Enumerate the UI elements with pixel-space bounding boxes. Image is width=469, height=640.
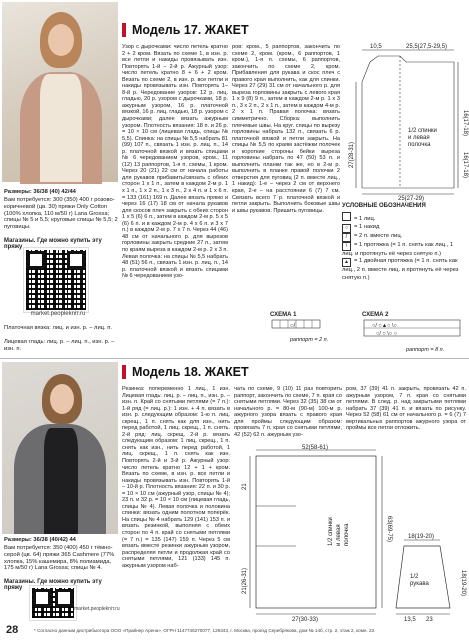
model-17-qr-code[interactable] bbox=[24, 248, 88, 312]
dim-right-h: 63(69-75) bbox=[386, 516, 392, 543]
dim-sleeve-width: 18(19-20) bbox=[408, 534, 435, 540]
section-divider bbox=[0, 358, 469, 359]
model-18-title: Модель 18. ЖАКЕТ bbox=[132, 365, 249, 379]
model-17-materials: Вам потребуется: 300 (350) 400 г розово-коричневой (цв. 30) пряжи Only Cotton (100% хлопка, 110 м/50 г) Lana Grossa; спицы № 5 и 5,5; круговые спицы № 5,5; 2 пуговицы. bbox=[4, 197, 118, 231]
model-18-shops-label: Магазины. Где можно купить эту пряжу bbox=[4, 579, 102, 591]
model-17-sizes: Размеры: 36/38 (40) 42/44 bbox=[4, 189, 76, 195]
dim-left-h: 21 bbox=[242, 483, 248, 490]
dim-top-right: 25,5(27,5-29,5) bbox=[406, 44, 448, 50]
scheme-1-grid bbox=[270, 318, 330, 332]
legend-title: УСЛОВНЫЕ ОБОЗНАЧЕНИЯ bbox=[342, 203, 426, 209]
legend-item-yarnover: ○ = 1 накид bbox=[342, 224, 466, 233]
dim-sleeve-height: 18(19-20) bbox=[460, 570, 466, 597]
model-17-text-col1: Узор с дырочками: число петель кратно 2 + 2 кром. Вязать по схеме 1, в изн. р. все петли и накиды провязывать изн. Повторять 1-й – 2-й р. Ажурный узор: число петель кратно 8 + 6 + 2 кром. Вязать по схеме 2, в изн. р. все петли и накиды провязывать изн. Повторять 1–8-й р. Чередование узоров: 12 р. лиц. гладью, 20 р. узором с дырочками, 18 р. ажурным узором, 16 р. платочной вязкой, 16 р. лиц. гладью, 18 р. узором с дырочками; далее вязать ажурным узором. Плотность вязания: 18 п. и 26 р. = 10 × 10 см (лицевая гладь, спицы № 5,5). Спинка: на спицы № 5,5 набрать 81 (99) 107 п., связать 1 изн. р. лиц. п., 14 р. платочной вязкой и вязать спицами № 6 чередованием узоров, кром., 11 (12) 13 раппортов, 1-я п. схемы, 1 кром. Через 20 (21) 22 см от начала работы для рукавов прибавить/связать с обеих сторон 1 х 1 п., затем в каждом 2-м р. 1 х 1 п., 1 х 2 п., 1 х 3 п., 2 х 4 п. и 1 х 6 п. = 133 (161) 169 п. Далее вязать прямо и через 16 (17) 18 см от начала рукавов для скосов плеч закрыть с обеих сторон 1 х 5 (6) 6 п., затем в каждом 2-м р. 5 х 5 (6) 6 п. и в каждом 2-м р. 4 х 6 п. и 3 х 7 п.) в каждом 2-м р. 7 х 7 п. Через 44 (46) 48 см от начального р. для вырезов горловины закрыть средние 27 п., затем по краям выреза в каждом 2-м р. 2 х 3 п. Левая полочка: на спицы № 5,5 набрать 48 (51) 56 п., связать 1 изн. р. лиц. п., 14 р. платочной вязкой и вязать спицами № 6 чередованием узо- bbox=[122, 44, 228, 280]
model-17-legend bbox=[342, 203, 466, 282]
legend-item-ssk: \ = 1 протяжка (= 1 п. снять как лиц., 1 лиц. и протянуть её через снятую п.) bbox=[342, 241, 454, 257]
legend-item-knit: = 1 лиц. bbox=[342, 212, 466, 223]
page-number: 28 bbox=[6, 624, 19, 636]
dim-right-2: 16(17-18) bbox=[462, 152, 468, 179]
svg-text:○/: ○/ bbox=[290, 323, 296, 329]
model-18-qr-caption[interactable]: market.peoplekniт.ru bbox=[74, 606, 120, 612]
model-17-heading bbox=[122, 22, 249, 38]
yarnover-symbol-icon: ○ bbox=[342, 224, 351, 233]
knit-symbol-icon bbox=[342, 212, 351, 221]
model-17-pattern-diagram bbox=[342, 40, 467, 200]
dim-bottom: 27(30-33) bbox=[292, 617, 319, 623]
dim-top-left: 10,5 bbox=[370, 44, 382, 50]
k2tog-symbol-icon: / bbox=[342, 233, 351, 242]
scheme-2-title: СХЕМА 2 bbox=[362, 312, 389, 318]
model-18-text-col3: ром, 37 (39) 41 п. закрыть, провязать 42 п. ажурным узором, 7 п. края со снятыми петлями. В след. р. над закрытыми петлями набрать 37 (39) 41 п. и вязать по рисунку. Через 52 (58) 61 см от начального р. = 6 (7) 7 вертикальных раппортов ажурного узора от проймы все петли отложить. bbox=[346, 386, 466, 432]
scheme-1-rapport: раппорт = 2 п. bbox=[290, 337, 329, 343]
diagram-outline bbox=[362, 56, 454, 188]
footer-note: * Согласно данным дистрибьютора ООО «Прайнер Арена», ОГРН 1147746270077, 129343, г. Москва, проезд Серебрякова, дом № 14б, стр. 2, этаж 2, комн. 23 bbox=[34, 628, 375, 633]
model-17-platochnaya: Платочная вязка: лиц. и изн. р. – лиц. п. bbox=[4, 325, 112, 331]
scheme-2 bbox=[362, 312, 466, 353]
diagram-piece-label-1: 1/2 спинки bbox=[408, 128, 437, 134]
model-18-pattern-diagram bbox=[236, 446, 466, 622]
diagram-piece-label-3: полочка bbox=[408, 142, 431, 148]
diagram-sleeve-label-1: 1/2 bbox=[410, 574, 419, 580]
model-18-qr-code[interactable] bbox=[30, 586, 76, 620]
scheme-1-title: СХЕМА 1 bbox=[270, 312, 297, 318]
svg-text:○/ ○ \○ ○: ○/ ○ \○ ○ bbox=[376, 331, 397, 337]
dim-left-height: 27(28-31) bbox=[349, 141, 355, 168]
diagram-piece-label-2: и левая bbox=[408, 135, 430, 141]
diagram-piece-label-1: 1/2 спинки bbox=[328, 517, 334, 546]
diagram-piece-label-2: и левая bbox=[336, 524, 342, 546]
model-17-text-col2: ров: кром., 5 раппортов, закончить по схеме 2, кром. (кром., 6 раппортов, 1 кром.), 1-я п. схемы, 6 раппортов, закончить по схеме 2, кром. Прибавления для рукава и скос плеч с правого края выполнить, как для спинки. Через 27 (29) 31 см от начального р. для выреза горловины закрыть с левого края 1 х 9 (8) 9 п., затем в каждом 2-м р. 1 х 3 п., 3 х 2 п., 2 х 1 п., затем в каждом 4-м р. 2 х 1 п. Правая полочка: вязать симметрично. Сборка: выполнить плечевые швы. На круг. спицы по вырезу горловины набрать 132 п., связать 6 р. платочной вязкой и петли закрыть. На спицы № 5,5 по краям застёжки полочек и короткие стороны бейки вырезa горловины набрать по 47 (50) 53 п. и выполнить планки так же, но в 2-м р. выполнить в планке правой полочки 2 отверстия для пуговиц (2 п. вместе лиц., 1 накид): 1-е – через 2 см от верхнего края, 2-е – на расстоянии 6 (7) 7 см. Связать всего 7 р. платочной вязкой и петли закрыть. Выполнить боковые швы и швы рукавов. Пришить пуговицы. bbox=[232, 44, 340, 214]
dim-left-h2: 21(26-31) bbox=[242, 567, 248, 594]
model-18-text-col1: Резинка: попеременно 1 лиц., 1 изн. Лицевая гладь: лиц. р. – лиц. п., изн. р. – изн. п. Край со снятыми петлями (= 7 п.): 1-й ряд (= лиц. р.): 1 изн. + 4 п. вязать в изн. р. следующим образом: 1-ю п. лиц. скрещ., 1 п. снять как для изн., нить перед работой, 1 лиц. скрещ., 1 п. снять. 2-й ряд: лиц. скрещ. 2-й р. вязать следующим образом: 1 лиц. скрещ., 1 п. снять как изн., нить перед работой, 1 лиц. скрещ., 1 п. снять как изн. Повторять 2-й и 3-й р. Ажурный узор: число петель кратно 12 + 1 + кром. Вязать по схеме, в изн. р. все петли и накиды провязывать изн. Повторять 1-й – 10-й р. Плотность вязания: 22 п. и 30 р. = 10 × 10 см (ажурный узор, спицы № 4); 23 п. и 32 р. = 10 × 10 см (лицевая гладь, спицы № 4). Левая полочка и половина спинки: вязать одним полотном поперёк. На спицы № 4 набрать 129 (141) 153 п. и вязать резинкой, выполняя с обеих сторон по 4 п. край со снятыми петлями (= 7 п.) = 135 (147) 159 п. Через 5 см вязать вместе резинки ажурным узором, распределяя петли и продолжая край со снятыми петлями, 121 (133) 145 п. ажурным узором наб- bbox=[122, 386, 230, 569]
diagram-body-outline bbox=[256, 456, 376, 608]
model-18-heading bbox=[122, 364, 249, 380]
legend-item-double-decrease: ▲ = 1 двойная протяжка (= 1 п. снять как лиц., 2 п. вместе лиц. и протянуть её через снятую п.) bbox=[342, 258, 459, 281]
heading-accent-bar bbox=[122, 23, 126, 37]
dim-bottom: 25(27-29) bbox=[398, 196, 425, 202]
scheme-1 bbox=[270, 312, 336, 343]
diagram-sleeve-outline bbox=[396, 546, 450, 608]
model-18-text-col2: чать по схеме, 9 (10) 11 раз повторить раппорт, закончить по схеме, 7 п. края со снятыми петлями. Через 32 (35) 38 см от начального р. = 80-м (90-м) 100-м р. ажурного узора вязать с правого края для проймы следующим образом: провязать 7 п. края со снятыми петлями, 42 (52) 62 п. ажурным узо- bbox=[234, 386, 342, 438]
model-17-licevaya: Лицевая гладь: лиц. р. – лиц. п., изн. р. – изн. п. bbox=[4, 339, 115, 352]
model-17-shops-label: Магазины. Где можно купить эту пряжу bbox=[4, 238, 102, 250]
model-17-title: Модель 17. ЖАКЕТ bbox=[132, 23, 249, 37]
dim-sleeve-bottom-1: 13,5 bbox=[404, 617, 416, 623]
dim-top-width: 52(58-61) bbox=[302, 445, 329, 451]
dim-sleeve-bottom-2: 23 bbox=[426, 617, 433, 623]
diagram-piece-label-3: полочка bbox=[344, 523, 350, 546]
legend-item-k2tog: / = 2 п. вместе лиц. bbox=[342, 233, 466, 242]
model-18-materials: Вам потребуется: 350 (400) 450 г тёмно-серой (цв. 64) пряжи 365 Cashmere (77% хлопка, 15% кашемира, 8% полиамида, 175 м/50 г) Lana Grossa; спицы № 4. bbox=[4, 545, 115, 572]
scheme-2-rapport: раппорт = 8 п. bbox=[406, 347, 445, 353]
model-17-qr-caption[interactable]: market.peoplekniт.ru bbox=[30, 311, 86, 317]
heading-accent-bar bbox=[122, 365, 126, 379]
model-17-photo bbox=[2, 2, 118, 182]
model-18-sizes: Размеры: 36/38 (40/42) 44 bbox=[4, 537, 76, 543]
page-footer bbox=[0, 622, 469, 640]
diagram-sleeve-label-2: рукава bbox=[410, 581, 429, 587]
scheme-2-grid bbox=[362, 318, 466, 342]
double-decrease-symbol-icon: ▲ bbox=[342, 258, 351, 267]
model-18-photo bbox=[2, 362, 118, 534]
dim-right-1: 16(17-18) bbox=[462, 110, 468, 137]
ssk-symbol-icon: \ bbox=[342, 242, 351, 251]
svg-text:○/ ○▲○ \○: ○/ ○▲○ \○ bbox=[372, 323, 397, 329]
